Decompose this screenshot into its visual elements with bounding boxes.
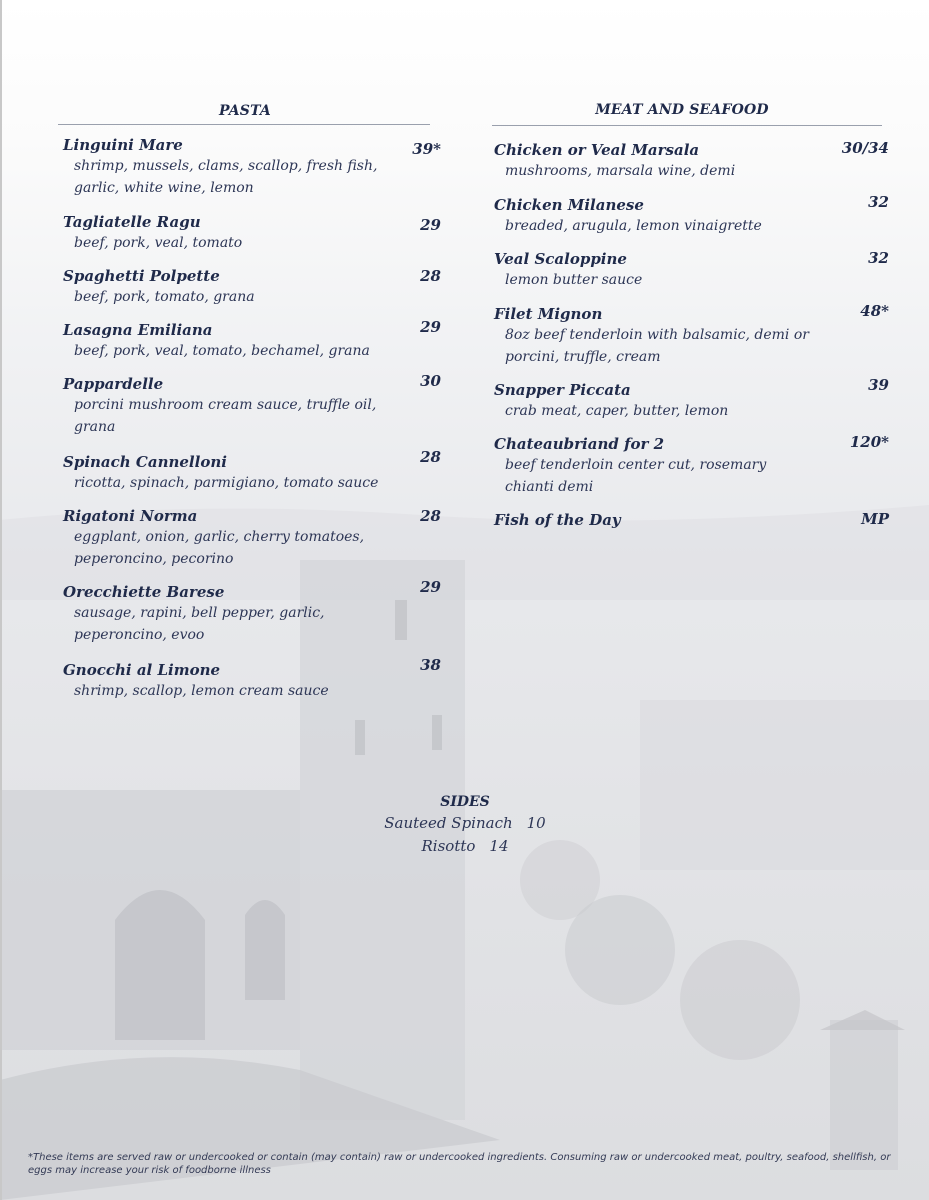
menu-item-description: grana xyxy=(74,419,116,435)
menu-item-price: 32 xyxy=(868,193,889,211)
menu-item-description: crab meat, caper, butter, lemon xyxy=(505,403,729,419)
menu-item xyxy=(494,249,824,291)
side-item xyxy=(300,812,630,835)
menu-item-description: beef, pork, veal, tomato xyxy=(74,235,243,251)
menu-item xyxy=(494,195,824,237)
menu-item-description: chianti demi xyxy=(505,479,594,495)
menu-item-name: Pappardelle xyxy=(63,375,164,393)
menu-item-description: garlic, white wine, lemon xyxy=(74,180,254,196)
menu-item-description: lemon butter sauce xyxy=(505,272,643,288)
menu-item xyxy=(494,380,824,422)
menu-item-price: 48* xyxy=(860,302,889,320)
menu-item-price: 39 xyxy=(868,376,889,394)
menu-item-description: breaded, arugula, lemon vinaigrette xyxy=(505,218,762,234)
pasta-heading: PASTA xyxy=(219,103,271,119)
menu-item xyxy=(494,434,824,498)
menu-item-description: beef, pork, tomato, grana xyxy=(74,289,255,305)
menu-item-price: 28 xyxy=(420,507,441,525)
menu-item xyxy=(63,582,403,646)
menu-item-price: MP xyxy=(861,510,889,528)
menu-item xyxy=(63,452,403,494)
menu-item-price: 29 xyxy=(420,216,441,234)
sides-heading: SIDES xyxy=(440,794,490,810)
menu-item-name: Fish of the Day xyxy=(494,511,621,529)
side-name: Risotto xyxy=(421,837,476,855)
menu-item-name: Spinach Cannelloni xyxy=(63,453,227,471)
meat-seafood-heading: MEAT AND SEAFOOD xyxy=(595,102,769,118)
menu-item xyxy=(63,135,403,199)
menu-item-name: Gnocchi al Limone xyxy=(63,661,221,679)
menu-item-price: 38 xyxy=(420,656,441,674)
menu-item-name: Veal Scaloppine xyxy=(494,250,627,268)
menu-item xyxy=(494,140,824,182)
raw-food-disclaimer: *These items are served raw or undercooked or contain (may contain) raw or undercooked ingredients. Consuming raw or undercooked meat, poultry, seafood, shellfish, or eggs may increase your risk of foodborne illness xyxy=(28,1152,891,1176)
menu-item-name: Rigatoni Norma xyxy=(63,507,198,525)
side-name: Sauteed Spinach xyxy=(384,814,513,832)
meat-heading-rule xyxy=(492,125,882,126)
menu-item-price: 30/34 xyxy=(841,139,889,157)
pasta-heading-rule xyxy=(58,124,430,125)
menu-item-description: mushrooms, marsala wine, demi xyxy=(505,163,736,179)
side-price: 10 xyxy=(526,814,546,832)
menu-item xyxy=(494,304,824,368)
menu-item-description: porcini mushroom cream sauce, truffle oil, xyxy=(74,397,377,413)
side-price: 14 xyxy=(489,837,509,855)
menu-item-description: beef tenderloin center cut, rosemary xyxy=(505,457,767,473)
menu-item-description: beef, pork, veal, tomato, bechamel, grana xyxy=(74,343,370,359)
menu-item-name: Linguini Mare xyxy=(63,136,183,154)
menu-item-price: 29 xyxy=(420,578,441,596)
menu-item-price: 28 xyxy=(420,448,441,466)
menu-item-price: 32 xyxy=(868,249,889,267)
menu-item-name: Orecchiette Barese xyxy=(63,583,225,601)
menu-item xyxy=(494,510,824,530)
menu-item-description: 8oz beef tenderloin with balsamic, demi or xyxy=(505,327,809,343)
menu-item xyxy=(63,320,403,362)
menu-item-description: shrimp, mussels, clams, scallop, fresh fish, xyxy=(74,158,378,174)
menu-item-description: peperoncino, pecorino xyxy=(74,551,234,567)
menu-item xyxy=(63,266,403,308)
menu-item-name: Chicken or Veal Marsala xyxy=(494,141,700,159)
menu-item-description: shrimp, scallop, lemon cream sauce xyxy=(74,683,329,699)
menu-item-description: peperoncino, evoo xyxy=(74,627,205,643)
menu-item-price: 30 xyxy=(420,372,441,390)
menu-item-price: 29 xyxy=(420,318,441,336)
menu-item xyxy=(63,660,403,702)
menu-item-price: 28 xyxy=(420,267,441,285)
menu-item-name: Filet Mignon xyxy=(494,305,603,323)
menu-item-name: Lasagna Emiliana xyxy=(63,321,213,339)
menu-item-name: Chicken Milanese xyxy=(494,196,644,214)
menu-item-price: 120* xyxy=(849,433,889,451)
menu-item-description: ricotta, spinach, parmigiano, tomato sauce xyxy=(74,475,379,491)
menu-item-name: Snapper Piccata xyxy=(494,381,631,399)
menu-item xyxy=(63,212,403,254)
menu-item-name: Spaghetti Polpette xyxy=(63,267,220,285)
menu-item-description: porcini, truffle, cream xyxy=(505,349,661,365)
menu-item-description: eggplant, onion, garlic, cherry tomatoes, xyxy=(74,529,365,545)
menu-item xyxy=(63,506,403,570)
side-item xyxy=(300,835,630,858)
menu-item-price: 39* xyxy=(412,140,441,158)
sides-section xyxy=(300,792,630,858)
menu-item xyxy=(63,374,403,438)
menu-item-description: sausage, rapini, bell pepper, garlic, xyxy=(74,605,325,621)
menu-item-name: Tagliatelle Ragu xyxy=(63,213,201,231)
menu-item-name: Chateaubriand for 2 xyxy=(494,435,665,453)
